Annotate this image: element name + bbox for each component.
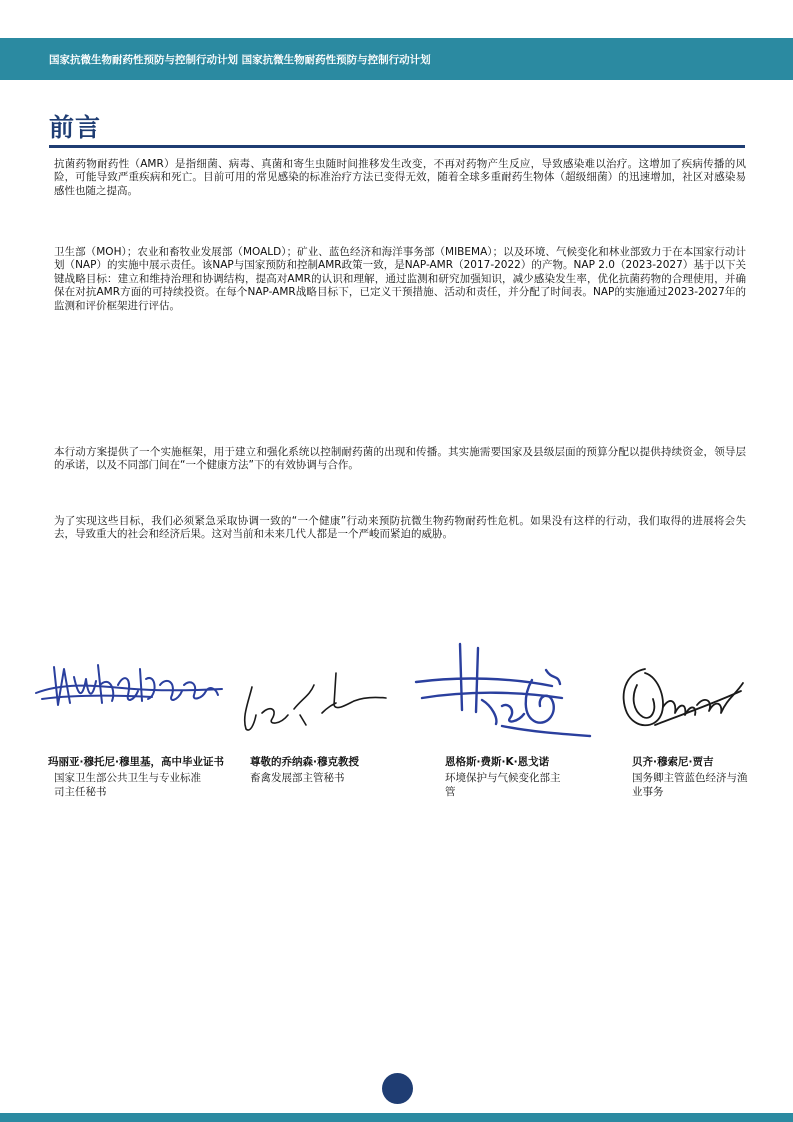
signature-4-image — [615, 655, 750, 740]
signatory-1-role: 国家卫生部公共卫生与专业标准司主任秘书 — [54, 772, 201, 798]
paragraph-ministries-commitment: 卫生部（MOH）；农业和畜牧业发展部（MOALD）；矿业、蓝色经济和海洋事务部（MIBEMA）；以及环境、气候变化和林业部致力于在本国家行动计划（NAP）的实施中展示责任。该NAP与国家预防和控制AMR政策一致，是NAP-AMR（2017-2022）的产物。NAP 2.0（2023-2027）基于以下关键战略目标：建立和维持治理和协调结构，提高对AMR的认识和理解，通过监测和研究加强知识，减少感染发生率，优化抗菌药物的合理使用，并确保在对抗AMR方面的可持续投资。在每个NAP-AMR战略目标下，已定义干预措施、活动和责任，并分配了时间表。NAP的实施通过2023-2027年的监测和评价框架进行评估。 — [54, 246, 746, 312]
signatory-3-name: 恩格斯·费斯·K·恩戈诺 — [445, 756, 550, 768]
signatory-1-name: 玛丽亚·穆托尼·穆里基，高中毕业证书 — [48, 756, 224, 768]
title-divider — [49, 145, 745, 148]
signature-1-image — [32, 655, 227, 720]
paragraph-implementation-framework: 本行动方案提供了一个实施框架，用于建立和强化系统以控制耐药菌的出现和传播。其实施需要国家及县级层面的预算分配以提供持续资金，领导层的承诺，以及不同部门间在“一个健康方法”下的有效协调与合作。 — [54, 446, 746, 472]
header-band — [0, 38, 793, 80]
section-title: 前言 — [49, 113, 102, 142]
signatory-3-role: 环境保护与气候变化部主管 — [445, 772, 561, 798]
signatory-1 — [48, 755, 224, 799]
signatory-4-name: 贝齐·穆索尼·贾吉 — [632, 756, 714, 768]
signatory-2-role: 畜禽发展部主管秘书 — [250, 772, 345, 784]
signature-2-image — [236, 665, 391, 740]
signatory-3 — [445, 755, 570, 799]
paragraph-amr-definition: 抗菌药物耐药性（AMR）是指细菌、病毒、真菌和寄生虫随时间推移发生改变，不再对药物产生反应，导致感染难以治疗。这增加了疾病传播的风险，可能导致严重疾病和死亡。目前可用的常见感染的标准治疗方法已变得无效，随着全球多重耐药生物体（超级细菌）的迅速增加，社区对感染易感性也随之提高。 — [54, 158, 746, 197]
page-marker-dot — [382, 1073, 413, 1104]
signatory-2-name: 尊敬的乔纳森·穆克教授 — [250, 756, 359, 768]
signatory-4 — [632, 755, 757, 799]
paragraph-urgent-action: 为了实现这些目标，我们必须紧急采取协调一致的“一个健康”行动来预防抗微生物药物耐药性危机。如果没有这样的行动，我们取得的进展将会失去，导致重大的社会和经济后果。这对当前和未来几代人都是一个严峻而紧迫的威胁。 — [54, 515, 746, 541]
running-header-title: 国家抗微生物耐药性预防与控制行动计划 国家抗微生物耐药性预防与控制行动计划 — [49, 54, 431, 66]
signatory-2 — [250, 755, 380, 785]
signature-3-image — [412, 640, 597, 740]
signatory-4-role: 国务卿主管蓝色经济与渔业事务 — [632, 772, 748, 798]
footer-band — [0, 1113, 793, 1122]
